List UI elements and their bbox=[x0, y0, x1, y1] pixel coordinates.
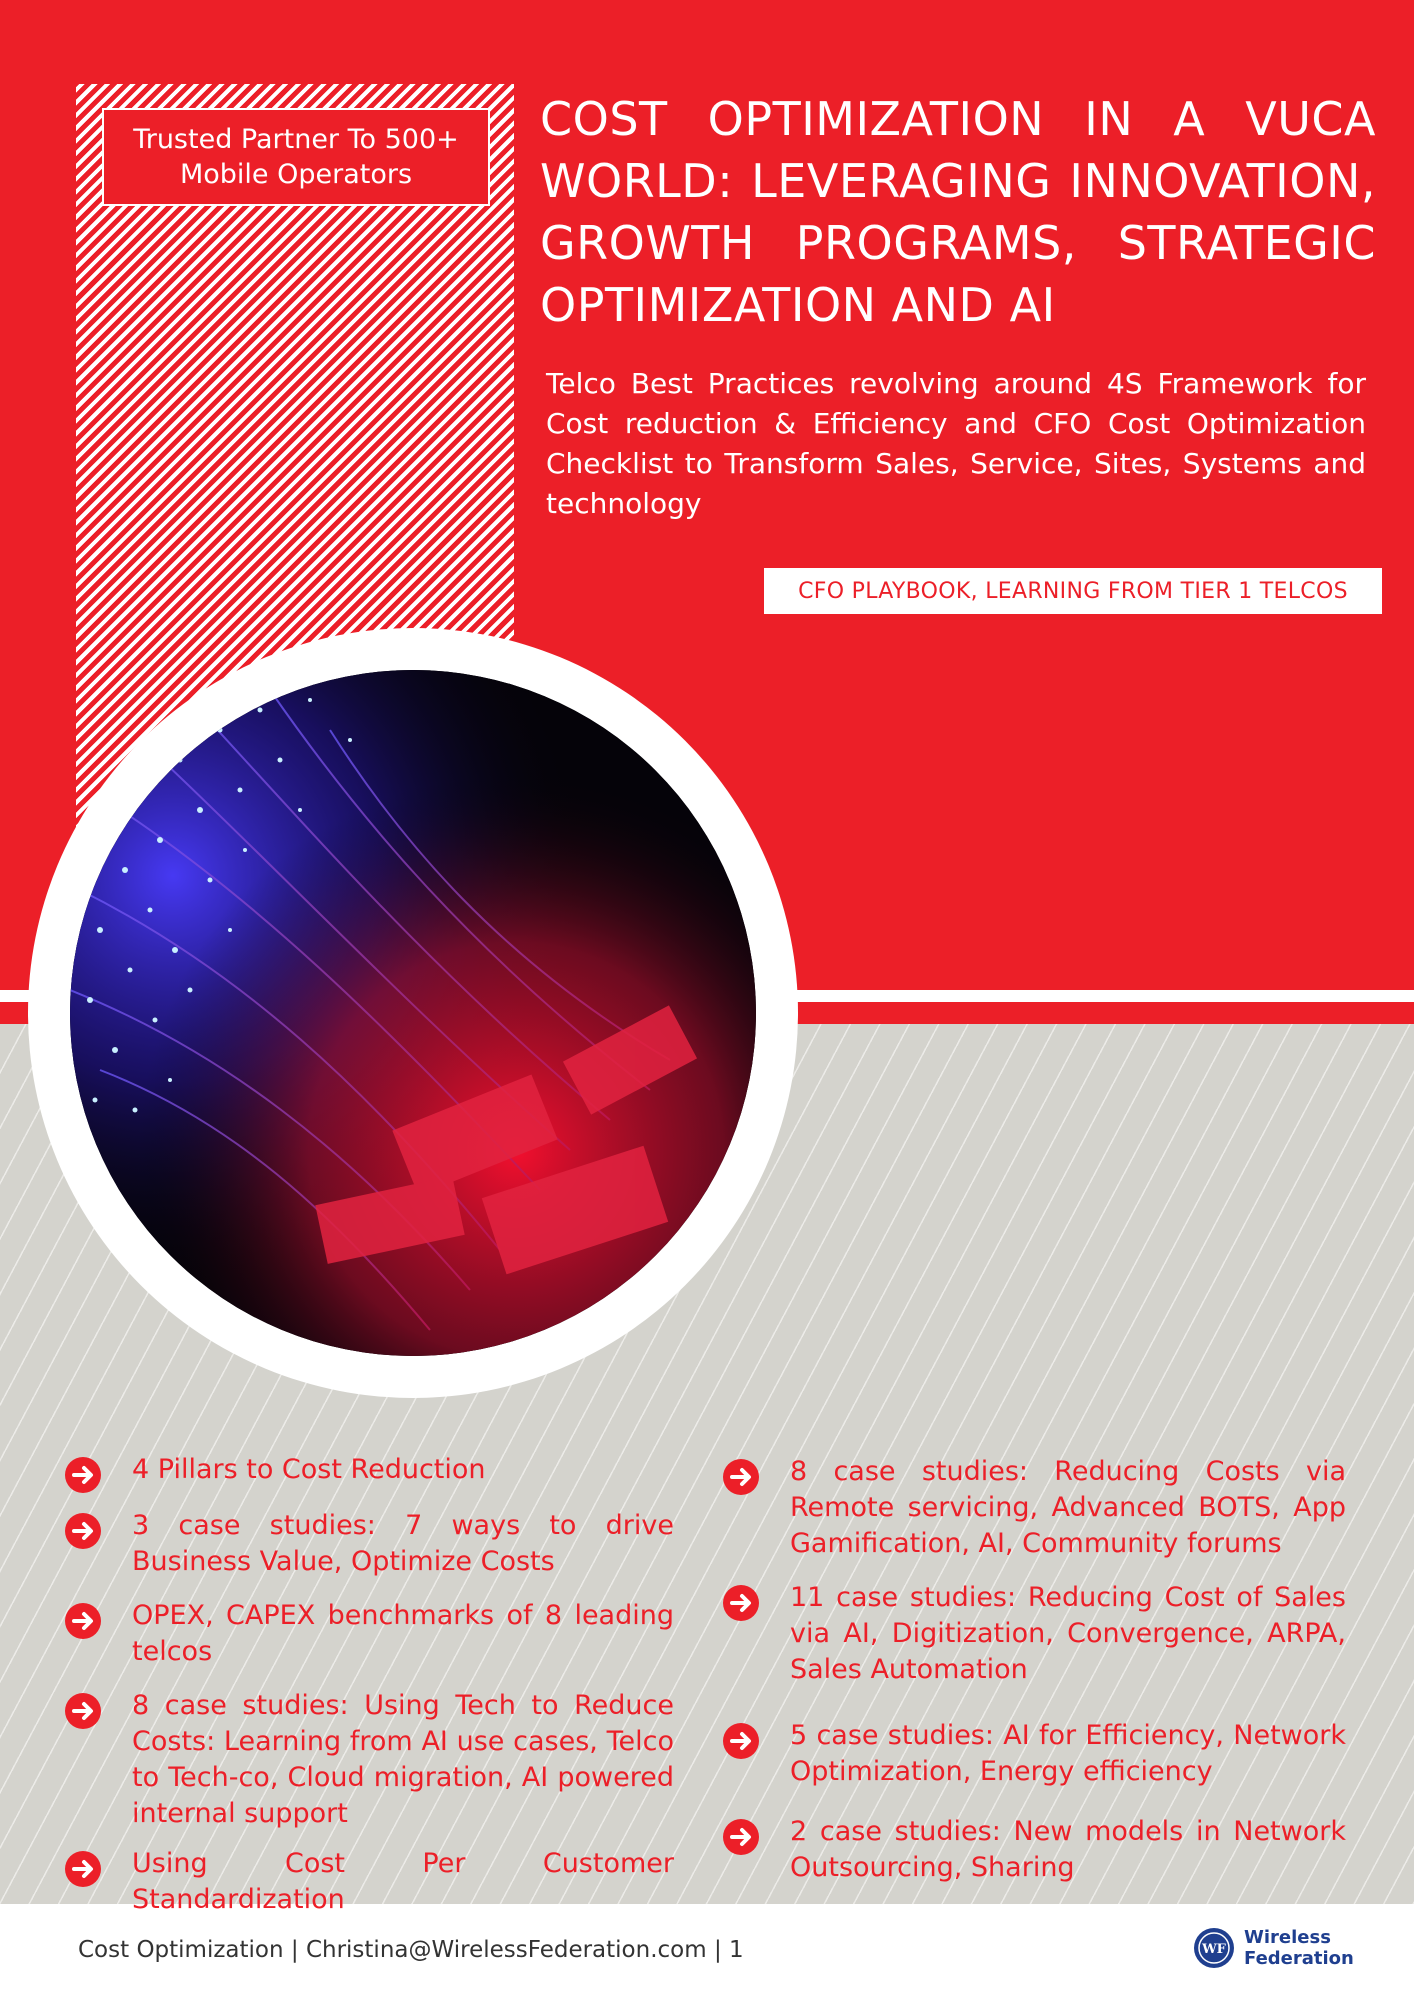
list-item bbox=[64, 1598, 674, 1670]
list-item-text: 8 case studies: Reducing Costs via Remote servicing, Advanced BOTS, App Gamification, AI, Community forums bbox=[790, 1456, 1346, 1559]
arrow-right-circle-icon bbox=[64, 1456, 102, 1494]
list-item bbox=[722, 1814, 1346, 1886]
arrow-right-circle-icon bbox=[722, 1458, 760, 1496]
list-item bbox=[64, 1508, 674, 1580]
playbook-tag bbox=[764, 568, 1382, 614]
fiber-optic-illustration bbox=[70, 670, 756, 1356]
list-item-text: Using Cost Per Customer Standardization bbox=[132, 1848, 674, 1915]
list-item bbox=[722, 1580, 1346, 1688]
list-item bbox=[722, 1454, 1346, 1562]
logo-line-federation: Federation bbox=[1244, 1948, 1354, 1969]
list-item bbox=[64, 1846, 674, 1918]
laurel-emblem-icon bbox=[1192, 1926, 1236, 1970]
list-item bbox=[64, 1688, 674, 1832]
footer-text: Cost Optimization | Christina@WirelessFederation.com | 1 bbox=[78, 1937, 744, 1963]
logo-line-wireless: Wireless bbox=[1244, 1927, 1331, 1948]
arrow-right-circle-icon bbox=[64, 1602, 102, 1640]
list-item-text: 4 Pillars to Cost Reduction bbox=[132, 1454, 486, 1485]
list-item-text: 5 case studies: AI for Efficiency, Network Optimization, Energy efficiency bbox=[790, 1720, 1346, 1787]
list-item-text: OPEX, CAPEX benchmarks of 8 leading telcos bbox=[132, 1600, 674, 1667]
arrow-right-circle-icon bbox=[722, 1722, 760, 1760]
arrow-right-circle-icon bbox=[64, 1850, 102, 1888]
playbook-tag-label: CFO PLAYBOOK, LEARNING FROM TIER 1 TELCOS bbox=[798, 578, 1348, 604]
logo-wordmark bbox=[1244, 1927, 1354, 1969]
logo-monogram: WF bbox=[1202, 1942, 1226, 1957]
list-item bbox=[722, 1718, 1346, 1790]
page-subtitle: Telco Best Practices revolving around 4S Framework for Cost reduction & Efficiency and CFO Cost Optimization Checklist to Transform Sales, Service, Sites, Systems and technology bbox=[546, 367, 1366, 520]
page-title: COST OPTIMIZATION IN A VUCA WORLD: LEVERAGING INNOVATION, GROWTH PROGRAMS, STRATEGIC OPTIMIZATION AND AI bbox=[540, 92, 1376, 332]
arrow-right-circle-icon bbox=[722, 1584, 760, 1622]
arrow-right-circle-icon bbox=[722, 1818, 760, 1856]
trusted-partner-text: Trusted Partner To 500+ Mobile Operators bbox=[133, 124, 459, 190]
arrow-right-circle-icon bbox=[64, 1692, 102, 1730]
list-item-text: 3 case studies: 7 ways to drive Business Value, Optimize Costs bbox=[132, 1510, 674, 1577]
trusted-partner-badge bbox=[102, 108, 490, 206]
wireless-federation-logo bbox=[1192, 1926, 1354, 1970]
arrow-right-circle-icon bbox=[64, 1512, 102, 1550]
list-item-text: 8 case studies: Using Tech to Reduce Costs: Learning from AI use cases, Telco to Tech-co, Cloud migration, AI powered internal support bbox=[132, 1690, 674, 1829]
fiber-optic-photo bbox=[70, 670, 756, 1356]
list-item-text: 2 case studies: New models in Network Outsourcing, Sharing bbox=[790, 1816, 1346, 1883]
list-item bbox=[64, 1452, 674, 1494]
list-item-text: 11 case studies: Reducing Cost of Sales via AI, Digitization, Convergence, ARPA, Sales Automation bbox=[790, 1582, 1346, 1685]
